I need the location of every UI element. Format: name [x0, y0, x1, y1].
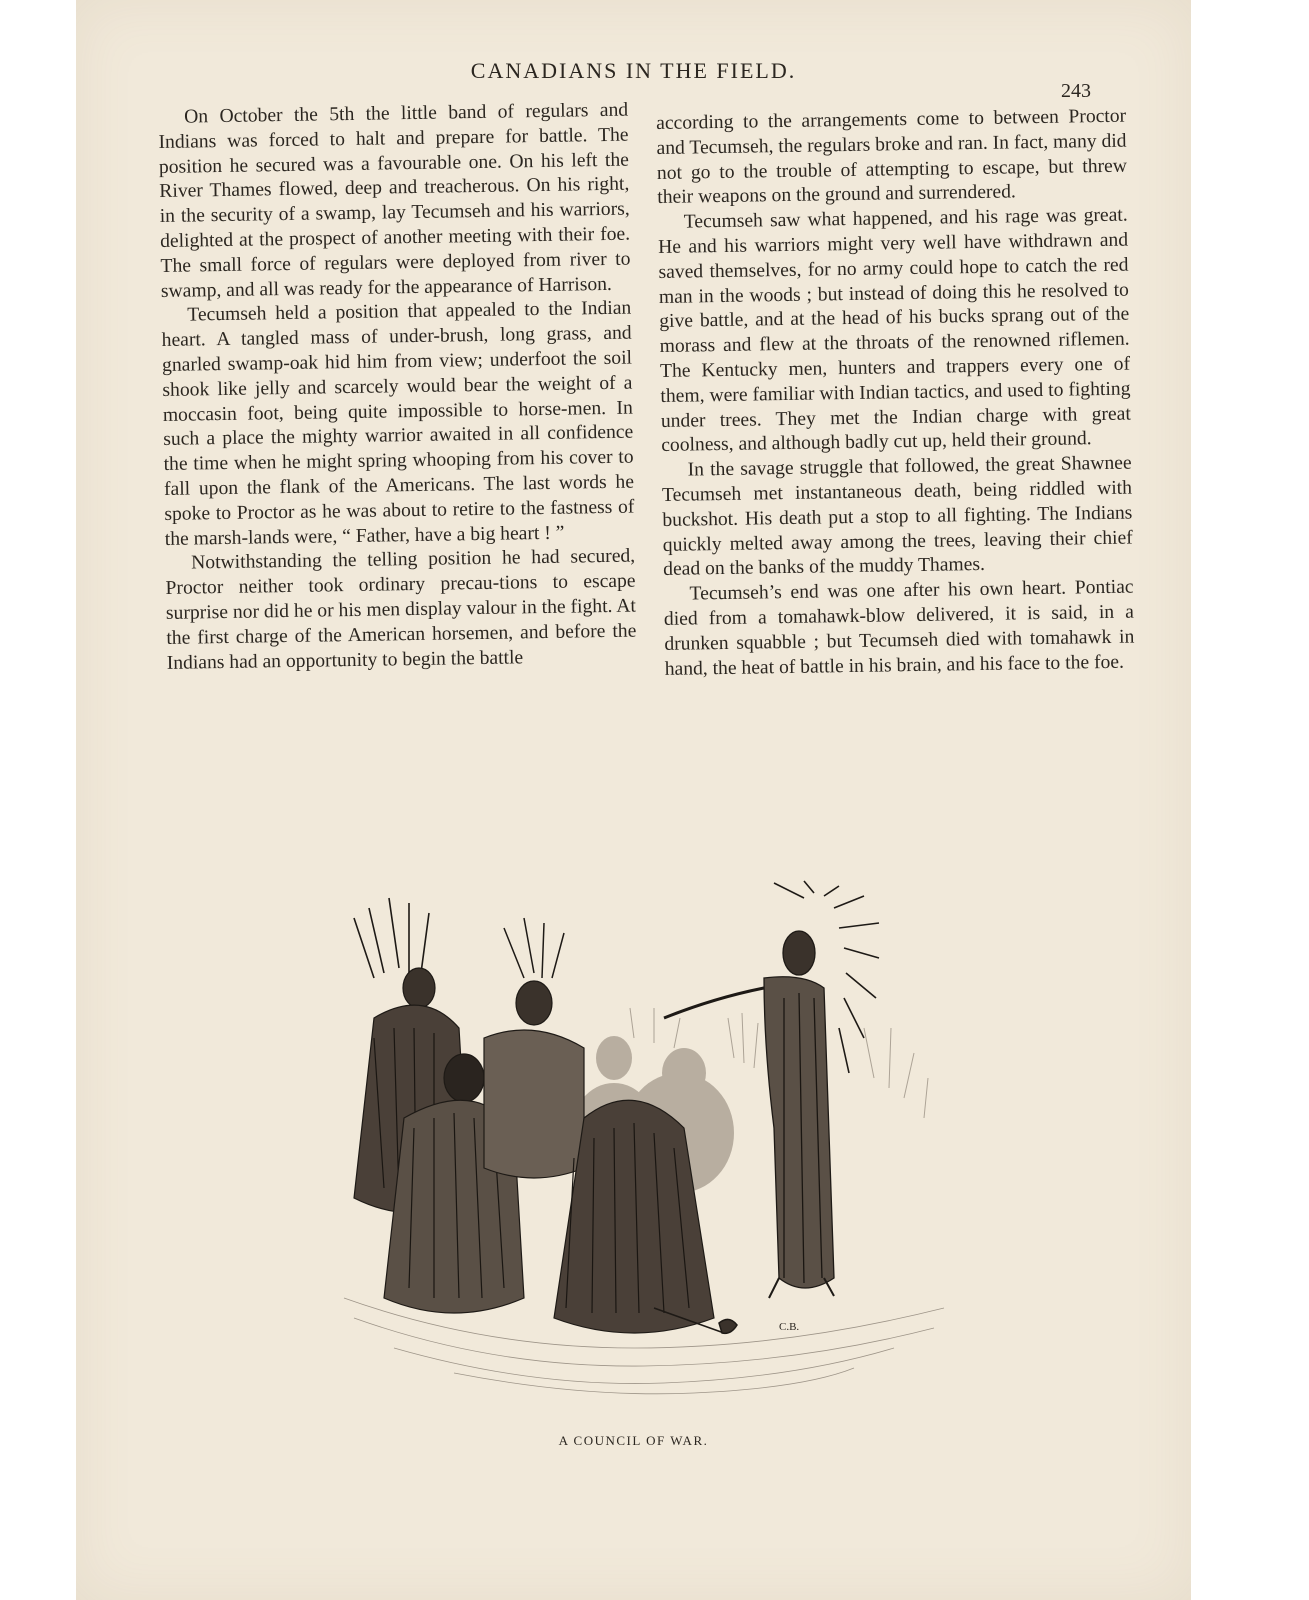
paragraph: In the savage struggle that followed, the great Shawnee Tecumseh met instantaneous death, being riddled with buckshot. His death put a stop to all fighting. The Indians quickly melted away among the trees, leaving their chief dead on the banks of the muddy Thames. [661, 452, 1133, 581]
book-page [76, 0, 1191, 1600]
paragraph: Notwithstanding the telling position he had secured, Proctor neither took ordinary precau-tions to escape surprise nor did he or his men display valour in the fight. At the first charge of the American horsemen, and before the Indians had an opportunity to begin the battle [165, 545, 637, 674]
paragraph: Tecumseh’s end was one after his own heart. Pontiac died from a tomahawk-blow delivered, it is said, in a drunken squabble ; but Tecumseh died with tomahawk in hand, the heat of battle in his brain, and his face to the foe. [663, 576, 1135, 680]
paragraph: Tecumseh saw what happened, and his rage was great. He and his warriors might very well have withdrawn and saved themselves, for no army could hope to catch the red man in the woods ; but instead of doing this he resolved to give battle, and at the head of his bucks sprang out of the morass and flew at the throats of the renowned riflemen. The Kentucky men, hunters and trappers every one of them, were familiar with Indian tactics, and used to fighting under trees. They met the Indian charge with great coolness, and although badly cut up, held their ground. [657, 204, 1131, 457]
right-column [656, 105, 1135, 683]
left-column [158, 99, 637, 677]
paragraph: On October the 5th the little band of regulars and Indians was forced to halt and prepare for battle. The position he secured was a favourable one. On his left the River Thames flowed, deep and treacherous. On his right, in the security of a swamp, lay Tecumseh and his warriors, delighted at the prospect of another meeting with their foe. The small force of regulars were deployed from river to swamp, and all was ready for the appearance of Harrison. [158, 99, 631, 302]
figure-caption: A COUNCIL OF WAR. [558, 1433, 709, 1448]
paragraph: according to the arrangements come to between Proctor and Tecumseh, the regulars broke and ran. In fact, many did not go to the trouble of attempting to escape, but threw their weapons on the ground and surrendered. [656, 105, 1128, 209]
artist-signature: C.B. [779, 1321, 800, 1333]
paragraph: Tecumseh held a position that appealed to the Indian heart. A tangled mass of under-brush, long grass, and gnarled swamp-oak hid him from view; underfoot the soil shook like jelly and scarcely would bear the weight of a moccasin foot, being quite impossible to horse-men. In such a place the mighty warrior awaited in all confidence the time when he might spring whooping from his cover to fall upon the flank of the Americans. The last words he spoke to Proctor as he was about to retire to the fastness of the marsh-lands were, “ Father, have a big heart ! ” [161, 297, 635, 550]
page-number: 243 [1061, 80, 1091, 102]
seated-figure-centre [484, 918, 584, 1178]
council-of-war-illustration [334, 878, 954, 1408]
running-title: CANADIANS IN THE FIELD. [470, 58, 797, 83]
